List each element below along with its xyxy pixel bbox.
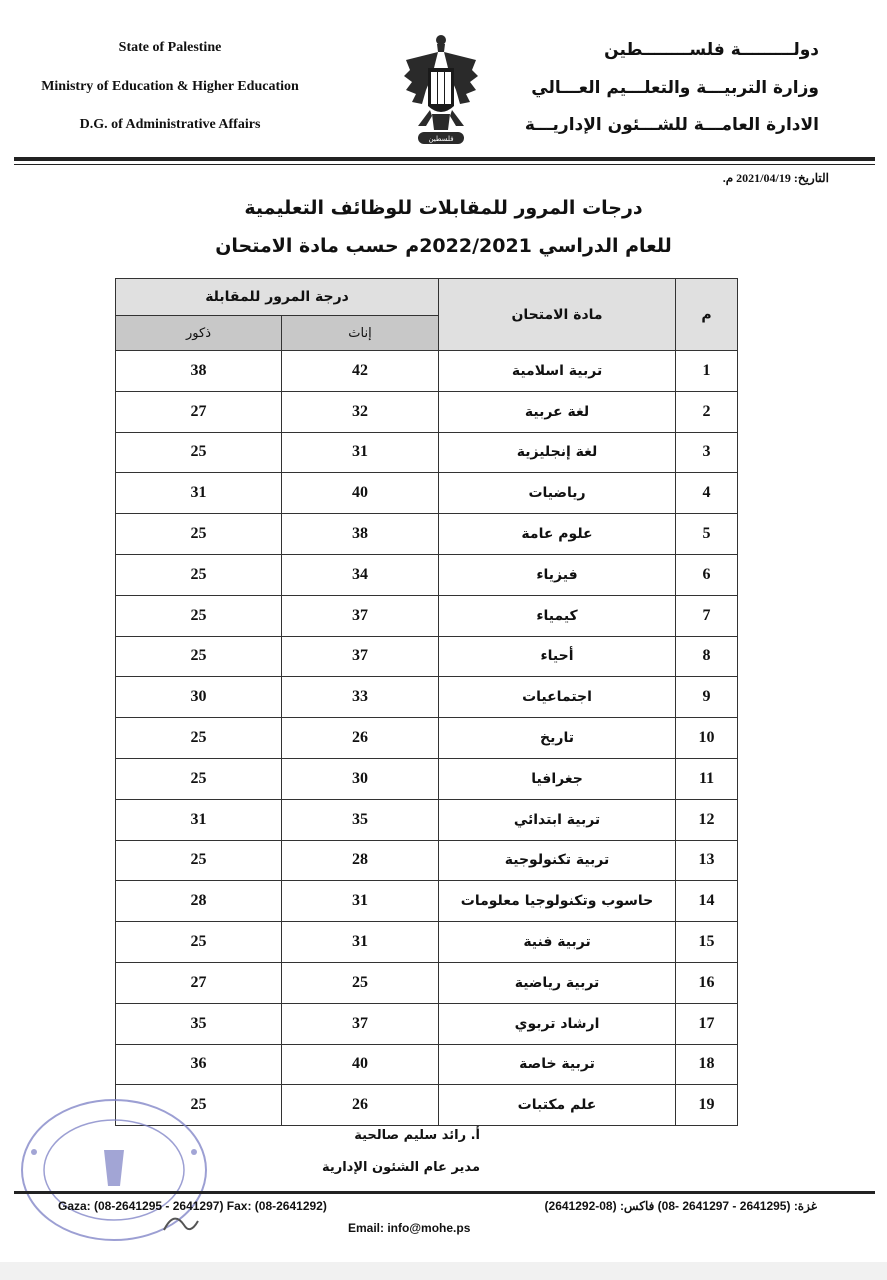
row-number: 7 <box>676 595 738 636</box>
row-female-mark: 26 <box>282 1085 439 1126</box>
row-number: 2 <box>676 391 738 432</box>
row-female-mark: 31 <box>282 432 439 473</box>
row-subject: رياضيات <box>439 473 676 514</box>
row-male-mark: 35 <box>116 1003 282 1044</box>
table-row <box>116 391 738 432</box>
table-row <box>116 473 738 514</box>
title-line-1: درجات المرور للمقابلات للوظائف التعليمية <box>244 197 643 219</box>
row-female-mark: 30 <box>282 758 439 799</box>
table-row <box>116 962 738 1003</box>
row-number: 15 <box>676 922 738 963</box>
row-number: 10 <box>676 718 738 759</box>
row-number: 8 <box>676 636 738 677</box>
row-subject: اجتماعيات <box>439 677 676 718</box>
title-line-2: للعام الدراسي 2022/2021م حسب مادة الامتحان <box>215 235 672 257</box>
table-row <box>116 554 738 595</box>
row-male-mark: 25 <box>116 514 282 555</box>
col-header-subject: مادة الامتحان <box>439 279 676 351</box>
row-female-mark: 34 <box>282 554 439 595</box>
table-row <box>116 718 738 759</box>
row-male-mark: 27 <box>116 391 282 432</box>
row-subject: تربية اسلامية <box>439 351 676 392</box>
row-number: 4 <box>676 473 738 514</box>
col-header-pass-mark: درجة المرور للمقابلة <box>116 279 439 316</box>
table-row <box>116 677 738 718</box>
row-male-mark: 25 <box>116 432 282 473</box>
row-subject: تربية ابتدائي <box>439 799 676 840</box>
footer-contact-ar: غزة: (2641295 - 2641297 -08) فاكس: (08-2641292) <box>544 1199 817 1213</box>
col-header-female: إناث <box>282 316 439 351</box>
table-row <box>116 595 738 636</box>
row-number: 11 <box>676 758 738 799</box>
row-number: 16 <box>676 962 738 1003</box>
row-male-mark: 31 <box>116 799 282 840</box>
row-number: 3 <box>676 432 738 473</box>
header-rule-thick <box>14 157 875 161</box>
row-subject: تربية خاصة <box>439 1044 676 1085</box>
row-subject: فيزياء <box>439 554 676 595</box>
footer-contact-en: Gaza: (08-2641295 - 2641297) Fax: (08-2641292) <box>58 1199 327 1213</box>
row-male-mark: 30 <box>116 677 282 718</box>
header-en-line-1: State of Palestine <box>118 40 222 55</box>
row-male-mark: 27 <box>116 962 282 1003</box>
row-female-mark: 40 <box>282 473 439 514</box>
header-rule-thin <box>14 164 875 165</box>
header-en-line-3: D.G. of Administrative Affairs <box>79 117 261 132</box>
row-number: 9 <box>676 677 738 718</box>
row-female-mark: 26 <box>282 718 439 759</box>
row-male-mark: 25 <box>116 840 282 881</box>
scan-bottom-edge <box>0 1262 887 1280</box>
row-number: 17 <box>676 1003 738 1044</box>
header-ar-line-3: الادارة العامـــة للشـــئون الإداريـــة <box>524 115 819 135</box>
row-female-mark: 33 <box>282 677 439 718</box>
official-stamp <box>14 1090 214 1250</box>
header-ar-line-2: وزارة التربيـــة والتعلـــيم العـــالي <box>531 78 819 98</box>
row-male-mark: 25 <box>116 636 282 677</box>
row-number: 1 <box>676 351 738 392</box>
table-row <box>116 1044 738 1085</box>
table-row <box>116 432 738 473</box>
row-female-mark: 31 <box>282 881 439 922</box>
row-number: 12 <box>676 799 738 840</box>
row-female-mark: 32 <box>282 391 439 432</box>
row-male-mark: 25 <box>116 1085 282 1126</box>
signatory-role: مدير عام الشئون الإدارية <box>321 1160 480 1175</box>
table-row <box>116 922 738 963</box>
col-header-number: م <box>676 279 738 351</box>
footer-rule <box>14 1191 875 1194</box>
pass-marks-table <box>115 278 738 1126</box>
document-date: التاريخ: 2021/04/19 م. <box>722 171 829 185</box>
row-subject: لغة إنجليزية <box>439 432 676 473</box>
table-row <box>116 881 738 922</box>
row-male-mark: 31 <box>116 473 282 514</box>
table-row <box>116 636 738 677</box>
row-number: 6 <box>676 554 738 595</box>
row-female-mark: 40 <box>282 1044 439 1085</box>
row-male-mark: 28 <box>116 881 282 922</box>
row-subject: تربية فنية <box>439 922 676 963</box>
row-subject: علم مكتبات <box>439 1085 676 1126</box>
row-female-mark: 38 <box>282 514 439 555</box>
footer-email: Email: info@mohe.ps <box>348 1221 471 1235</box>
row-subject: تربية تكنولوجية <box>439 840 676 881</box>
table-row <box>116 758 738 799</box>
row-number: 5 <box>676 514 738 555</box>
row-female-mark: 37 <box>282 1003 439 1044</box>
row-subject: تربية رياضية <box>439 962 676 1003</box>
row-female-mark: 37 <box>282 595 439 636</box>
col-header-male: ذكور <box>116 316 282 351</box>
emblem-banner: فلسطين <box>428 135 454 143</box>
palestine-eagle-emblem-icon <box>402 30 480 148</box>
row-female-mark: 25 <box>282 962 439 1003</box>
table-row <box>116 799 738 840</box>
row-male-mark: 38 <box>116 351 282 392</box>
row-male-mark: 25 <box>116 718 282 759</box>
row-number: 18 <box>676 1044 738 1085</box>
row-male-mark: 25 <box>116 554 282 595</box>
row-number: 19 <box>676 1085 738 1126</box>
row-subject: جغرافيا <box>439 758 676 799</box>
table-row <box>116 351 738 392</box>
row-female-mark: 35 <box>282 799 439 840</box>
signatory-name: أ. رائد سليم صالحية <box>354 1128 480 1143</box>
table-row <box>116 1003 738 1044</box>
row-number: 13 <box>676 840 738 881</box>
row-subject: كيمياء <box>439 595 676 636</box>
row-male-mark: 25 <box>116 922 282 963</box>
header-en-line-2: Ministry of Education & Higher Education <box>41 79 299 94</box>
row-female-mark: 42 <box>282 351 439 392</box>
header-ar-line-1: دولـــــــــة فلســــــــطين <box>604 40 819 60</box>
row-number: 14 <box>676 881 738 922</box>
row-subject: حاسوب وتكنولوجيا معلومات <box>439 881 676 922</box>
row-subject: علوم عامة <box>439 514 676 555</box>
row-female-mark: 28 <box>282 840 439 881</box>
row-male-mark: 25 <box>116 758 282 799</box>
table-row <box>116 840 738 881</box>
row-subject: أحياء <box>439 636 676 677</box>
row-subject: تاريخ <box>439 718 676 759</box>
row-subject: لغة عربية <box>439 391 676 432</box>
table-row <box>116 514 738 555</box>
row-subject: ارشاد تربوي <box>439 1003 676 1044</box>
row-female-mark: 37 <box>282 636 439 677</box>
row-male-mark: 36 <box>116 1044 282 1085</box>
row-female-mark: 31 <box>282 922 439 963</box>
row-male-mark: 25 <box>116 595 282 636</box>
